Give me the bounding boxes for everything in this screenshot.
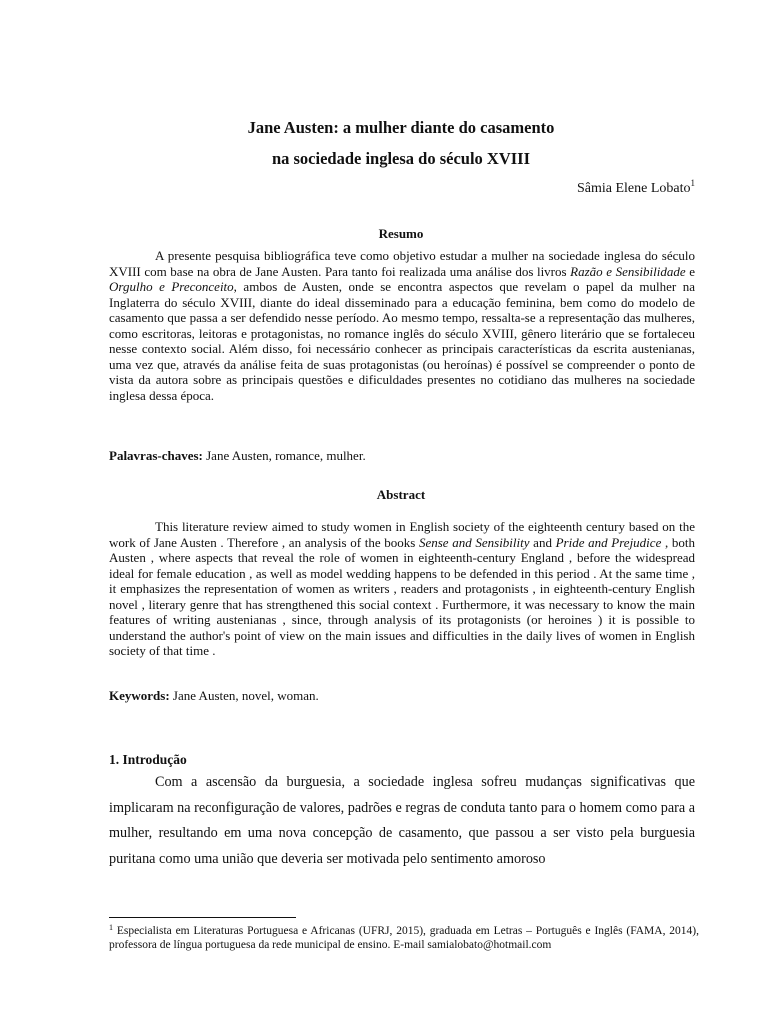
introducao-paragraph: Com a ascensão da burguesia, a sociedade inglesa sofreu mudanças significativas que implicaram na reconfiguração de valores, padrões e regras de conduta tanto para o homem como para a mulher, resultando em uma nova concepção de casamento, que passou a ser visto pela burguesia puritana como uma união que deveria ser motivada pelo sentimento amoroso [109, 774, 695, 867]
resumo-book-title-2: Orgulho e Preconceito [109, 279, 234, 294]
paper-title-line-1: Jane Austen: a mulher diante do casamento [247, 118, 555, 137]
abstract-paragraph [109, 519, 695, 659]
resumo-book-title-1: Razão e Sensibilidade [570, 263, 686, 279]
footnote [109, 924, 699, 952]
introducao-heading: 1. Introdução [109, 752, 187, 767]
author-name-text: Sâmia Elene Lobato [576, 181, 691, 196]
palavras-chaves [109, 448, 695, 464]
abstract-text-3: , both Austen , where aspects that reveal the role of women in eighteenth-century England , before the widespread ideal for female education , as well as model wedding happens to be defended in this period . At the same time , it emphasizes the representation of women as writers , readers and protagonists , in eighteenth-century English novel , literary genre that has strengthened this social context . Furthermore, it was necessary to know the main features of writing austenianas , since, through analysis of its protagonists (or heroines ) it is possible to understand the author's point of view on the main issues and difficulties in the daily lives of women in English society of that time . [109, 534, 696, 658]
resumo-text-3: , ambos de Austen, onde se encontra aspectos que revelam o papel da mulher na Inglaterra do século XVIII, diante do ideal disseminado para a educação feminina, bem como do modelo de casamento que passa a ser defendido nesse período. Ao mesmo tempo, ressalta-se a representação das mulheres, como escritoras, leitoras e protagonistas, no romance inglês do século XVIII, gênero literário que se fortaleceu nesse contexto social. Além disso, foi necessário conhecer as principais características da escrita austenianas, uma vez que, através da análise feita de suas protagonistas (ou heroínas) é possível se compreender o ponto de vista da autora sobre as principais questões e dificuldades presentes no cotidiano das mulheres na sociedade inglesa dessa época. [109, 279, 695, 403]
footnote-separator [109, 917, 296, 918]
palavras-chaves-value: Jane Austen, romance, mulher. [202, 448, 366, 463]
keywords-label: Keywords: [109, 688, 170, 703]
abstract-text-2: and [529, 534, 556, 550]
resumo-heading: Resumo [378, 226, 424, 241]
resumo-text-2: e [685, 263, 695, 279]
palavras-chaves-label: Palavras-chaves: [109, 448, 203, 463]
keywords-value: Jane Austen, novel, woman. [169, 688, 319, 703]
resumo-paragraph [109, 248, 695, 403]
author-name [577, 180, 695, 198]
footnote-text: Especialista em Literaturas Portuguesa e Africanas (UFRJ, 2015), graduada em Letras – Português e Inglês (FAMA, 2014), professora de língua portuguesa da rede municipal de ensino. E-mail samialobato@hotmail.com [109, 925, 699, 951]
author-footnote-mark: 1 [690, 178, 695, 188]
abstract-book-title-1: Sense and Sensibility [418, 534, 530, 550]
footnote-mark: 1 [109, 923, 113, 932]
abstract-heading: Abstract [376, 487, 426, 502]
abstract-text-1: This literature review aimed to study women in English society of the eighteenth century based on the work of Jane Austen . Therefore , an analysis of the books [109, 519, 695, 550]
keywords [109, 688, 695, 704]
resumo-text-1: A presente pesquisa bibliográfica teve como objetivo estudar a mulher na sociedade inglesa do século XVIII com base na obra de Jane Austen. Para tanto foi realizada uma análise dos livros [109, 248, 695, 279]
paper-title-line-2: na sociedade inglesa do século XVIII [271, 149, 531, 168]
abstract-book-title-2: Pride and Prejudice [555, 534, 662, 550]
